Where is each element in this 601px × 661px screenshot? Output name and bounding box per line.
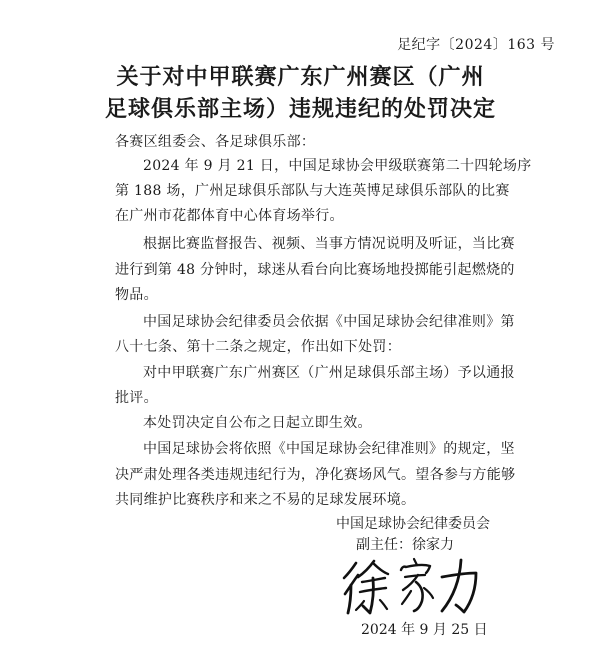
handwritten-signature — [338, 555, 488, 617]
paragraph-1-line-1: 2024 年 9 月 21 日，中国足球协会甲级联赛第二十四轮场序 — [143, 158, 532, 174]
paragraph-3-line-1: 中国足球协会纪律委员会依据《中国足球协会纪律准则》第 — [143, 314, 515, 330]
paragraph-1-line-3: 在广州市花都体育中心体育场举行。 — [115, 208, 344, 224]
paragraph-4-line-2: 批评。 — [115, 390, 158, 406]
salutation: 各赛区组委会、各足球俱乐部： — [115, 134, 316, 150]
paragraph-6-line-1: 中国足球协会将依照《中国足球协会纪律准则》的规定，坚 — [143, 441, 515, 457]
document-number: 足纪字〔2024〕163 号 — [397, 37, 555, 53]
title-line-1: 关于对中甲联赛广东广州赛区（广州 — [116, 65, 485, 90]
paragraph-6-line-3: 共同维护比赛秩序和来之不易的足球发展环境。 — [115, 492, 416, 508]
paragraph-1-line-2: 第 188 场，广州足球俱乐部队与大连英博足球俱乐部队的比赛 — [115, 183, 510, 199]
title-line-2: 足球俱乐部主场）违规违纪的处罚决定 — [104, 97, 496, 122]
signatory-position: 副主任：徐家力 — [356, 537, 454, 553]
paragraph-3-line-2: 八十七条、第十二条之规定，作出如下处罚： — [115, 339, 401, 355]
issuing-organization: 中国足球协会纪律委员会 — [336, 516, 490, 532]
paragraph-2-line-1: 根据比赛监督报告、视频、当事方情况说明及听证，当比赛 — [143, 236, 515, 252]
paragraph-2-line-3: 物品。 — [115, 287, 158, 303]
paragraph-2-line-2: 进行到第 48 分钟时，球迷从看台向比赛场地投掷能引起燃烧的 — [115, 262, 515, 278]
paragraph-4-line-1: 对中甲联赛广东广州赛区（广州足球俱乐部主场）予以通报 — [143, 365, 515, 381]
paragraph-5-line-1: 本处罚决定自公布之日起立即生效。 — [143, 415, 372, 431]
document-date: 2024 年 9 月 25 日 — [361, 622, 488, 638]
paragraph-6-line-2: 决严肃处理各类违规违纪行为，净化赛场风气。望各参与方能够 — [115, 467, 516, 483]
